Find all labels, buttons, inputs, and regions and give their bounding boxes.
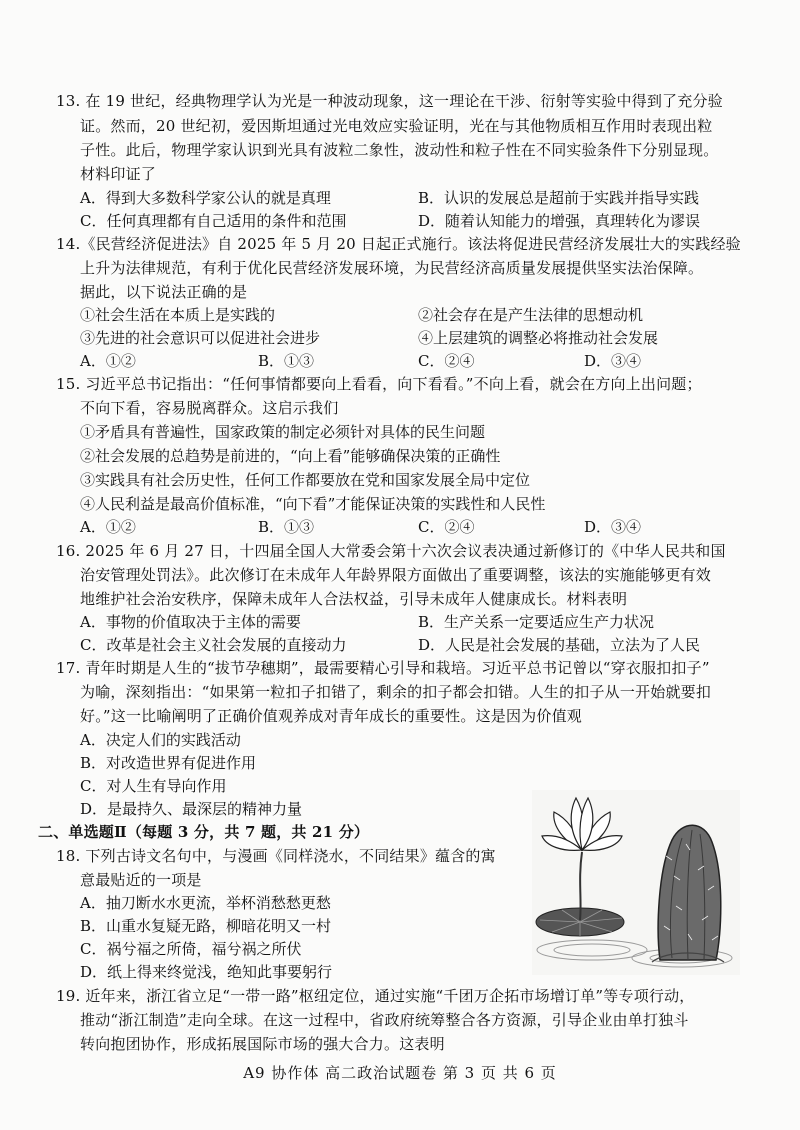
q16-stem-line-1: 16. 2025 年 6 月 27 日，十四届全国人大常委会第十六次会议表决通过新修订的《中华人民共和国 — [56, 542, 726, 560]
q15-option-b: B．①③ — [258, 518, 315, 536]
q18-stem-line-1: 18. 下列古诗文名句中，与漫画《同样浇水，不同结果》蕴含的寓 — [56, 847, 496, 865]
q17-option-a: A．决定人们的实践活动 — [80, 731, 241, 749]
q13-stem-line-1: 13. 在 19 世纪，经典物理学认为光是一种波动现象，这一理论在干涉、衍射等实验中得到了充分验 — [56, 92, 723, 110]
q16-stem-line-3: 地维护社会治安秩序，保障未成年人合法权益，引导未成年人健康成长。材料表明 — [80, 590, 628, 608]
q14-statement-1: ①社会生活在本质上是实践的 — [80, 306, 276, 324]
q17-option-b: B．对改造世界有促进作用 — [80, 754, 257, 772]
q13-option-b: B．认识的发展总是超前于实践并指导实践 — [418, 189, 700, 207]
q14-stem-line-2: 上升为法律规范，有利于优化民营经济发展环境，为民营经济高质量发展提供坚实法治保障。 — [80, 259, 704, 277]
q15-statement-1: ①矛盾具有普遍性，国家政策的制定必须针对具体的民生问题 — [80, 423, 486, 441]
q13-stem-line-4: 材料印证了 — [80, 165, 157, 183]
q15-option-c: C．②④ — [418, 518, 475, 536]
q15-statement-3: ③实践具有社会历史性，任何工作都要放在党和国家发展全局中定位 — [80, 471, 531, 489]
q15-stem-line-2: 不向下看，容易脱离群众。这启示我们 — [80, 399, 339, 417]
q18-option-a: A．抽刀断水水更流，举杯消愁愁更愁 — [80, 894, 331, 912]
q18-option-d: D．纸上得来终觉浅，绝知此事要躬行 — [80, 963, 333, 981]
q15-stem-line-1: 15. 习近平总书记指出：“任何事情都要向上看看，向下看看。”不向上看，就会在方向上出问题； — [56, 375, 702, 393]
q17-option-d: D．是最持久、最深层的精神力量 — [80, 800, 303, 818]
q14-option-d: D．③④ — [584, 352, 642, 370]
q18-option-b: B．山重水复疑无路，柳暗花明又一村 — [80, 917, 332, 935]
page-footer: A9 协作体 高二政治试题卷 第 3 页 共 6 页 — [243, 1064, 557, 1082]
q17-stem-line-3: 好。”这一比喻阐明了正确价值观养成对青年成长的重要性。这是因为价值观 — [80, 707, 582, 725]
q15-statement-4: ④人民利益是最高价值标准，“向下看”才能保证决策的实践性和人民性 — [80, 495, 546, 513]
q13-option-d: D．随着认知能力的增强，真理转化为谬误 — [418, 212, 701, 230]
q14-stem-line-3: 据此，以下说法正确的是 — [80, 283, 248, 301]
q14-stem-line-1: 14.《民营经济促进法》自 2025 年 5 月 20 日起正式施行。该法将促进民营经济发展壮大的实践经验 — [56, 235, 741, 253]
q13-stem-line-2: 证。然而，20 世纪初，爱因斯坦通过光电效应实验证明，光在与其他物质相互作用时表现出粒 — [80, 117, 713, 135]
q16-option-d: D．人民是社会发展的基础，立法为了人民 — [418, 636, 701, 654]
q19-stem-line-3: 转向抱团协作，形成拓展国际市场的强大合力。这表明 — [80, 1035, 445, 1053]
q15-option-d: D．③④ — [584, 518, 642, 536]
q16-option-a: A．事物的价值取决于主体的需要 — [80, 613, 301, 631]
q14-statement-2: ②社会存在是产生法律的思想动机 — [418, 306, 644, 324]
lotus-and-cactus-illustration — [532, 790, 740, 975]
section-2-title: 二、单选题Ⅱ（每题 3 分，共 7 题，共 21 分） — [38, 823, 370, 841]
q18-stem-line-2: 意最贴近的一项是 — [80, 871, 202, 889]
q17-stem-line-2: 为喻，深刻指出：“如果第一粒扣子扣错了，剩余的扣子都会扣错。人生的扣子从一开始就要扣 — [80, 683, 712, 701]
q14-option-a: A．①② — [80, 352, 136, 370]
q14-statement-4: ④上层建筑的调整必将推动社会发展 — [418, 329, 659, 347]
q19-stem-line-2: 推动“浙江制造”走向全球。在这一过程中，省政府统筹整合各方资源，引导企业由单打独斗 — [80, 1011, 689, 1029]
q13-option-c: C．任何真理都有自己适用的条件和范围 — [80, 212, 347, 230]
q14-statement-3: ③先进的社会意识可以促进社会进步 — [80, 329, 321, 347]
q14-option-c: C．②④ — [418, 352, 475, 370]
q15-statement-2: ②社会发展的总趋势是前进的，“向上看”能够确保决策的正确性 — [80, 447, 501, 465]
q14-option-b: B．①③ — [258, 352, 315, 370]
comic-drawing — [532, 790, 740, 975]
q13-stem-line-3: 子性。此后，物理学家认识到光具有波粒二象性，波动性和粒子性在不同实验条件下分别显现。 — [80, 141, 719, 159]
q13-option-a: A．得到大多数科学家公认的就是真理 — [80, 189, 331, 207]
q15-option-a: A．①② — [80, 518, 136, 536]
q19-stem-line-1: 19. 近年来，浙江省立足“一带一路”枢纽定位，通过实施“千团万企拓市场增订单”等专项行动， — [56, 987, 695, 1005]
q16-stem-line-2: 治安管理处罚法》。此次修订在未成年人年龄界限方面做出了重要调整，该法的实施能够更有效 — [80, 566, 711, 584]
q17-stem-line-1: 17. 青年时期是人生的“拔节孕穗期”，最需要精心引导和栽培。习近平总书记曾以“穿衣服扣扣子” — [56, 659, 710, 677]
q16-option-b: B．生产关系一定要适应生产力状况 — [418, 613, 655, 631]
q16-option-c: C．改革是社会主义社会发展的直接动力 — [80, 636, 347, 654]
q18-option-c: C．祸兮福之所倚，福兮祸之所伏 — [80, 940, 302, 958]
q17-option-c: C．对人生有导向作用 — [80, 777, 227, 795]
